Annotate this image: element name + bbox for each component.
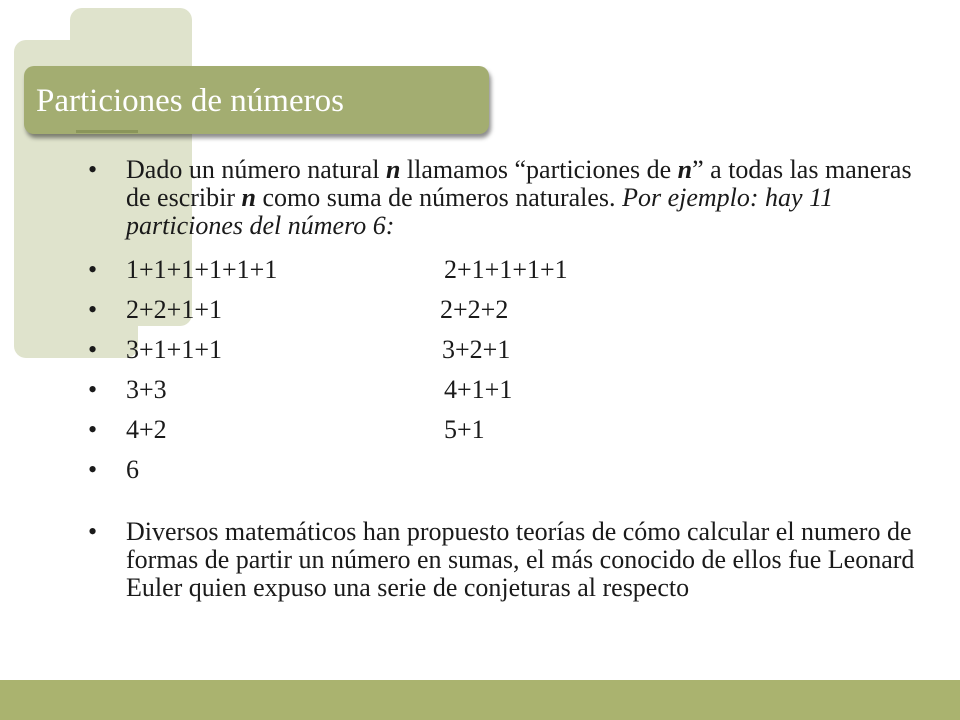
bullet: •	[88, 255, 98, 284]
partition-right: 4+1+1	[444, 375, 513, 404]
partition-row	[88, 336, 938, 376]
partition-left: 2+2+1+1	[126, 295, 222, 324]
bullet: •	[88, 415, 98, 444]
partition-row	[88, 296, 938, 336]
variable-n: n	[677, 155, 693, 184]
partition-right: 2+2+2	[440, 295, 509, 324]
partition-right: 3+2+1	[442, 335, 511, 364]
title-bar	[24, 66, 489, 134]
closing-paragraph	[88, 518, 938, 602]
bullet: •	[88, 455, 98, 484]
variable-n: n	[241, 183, 256, 212]
partition-row	[88, 376, 938, 416]
bullet: •	[88, 295, 98, 324]
slide-title: Particiones de números	[36, 82, 344, 119]
bullet: •	[88, 155, 98, 184]
intro-text: Dado un número natural	[126, 155, 386, 184]
slide-body	[88, 156, 938, 602]
title-underline	[76, 130, 138, 133]
closing-text: Diversos matemáticos han propuesto teorías de cómo calcular el numero de formas de partir un número en sumas, el más conocido de ellos fue Leonard Euler quien expuso una serie de conjeturas al respecto	[126, 517, 915, 602]
partition-row	[88, 256, 938, 296]
intro-text: ” a todas las maneras de escribir	[126, 155, 912, 212]
footer-bar	[0, 680, 960, 720]
partition-left: 3+1+1+1	[126, 335, 222, 364]
partition-left: 6	[126, 455, 139, 484]
partition-left: 4+2	[126, 415, 167, 444]
partition-row	[88, 416, 938, 456]
bullet: •	[88, 335, 98, 364]
intro-paragraph	[88, 156, 938, 256]
bullet: •	[88, 375, 98, 404]
partition-right: 2+1+1+1+1	[444, 255, 568, 284]
partition-left: 3+3	[126, 375, 167, 404]
partition-right: 5+1	[444, 415, 485, 444]
bullet: •	[88, 517, 98, 546]
partition-left: 1+1+1+1+1+1	[126, 255, 278, 284]
intro-example: Por ejemplo: hay 11 particiones del número 6:	[126, 183, 834, 240]
intro-text: llamamos “particiones de	[400, 155, 678, 184]
intro-text: como suma de números naturales.	[255, 183, 623, 212]
variable-n: n	[385, 155, 401, 184]
partition-row	[88, 456, 938, 518]
